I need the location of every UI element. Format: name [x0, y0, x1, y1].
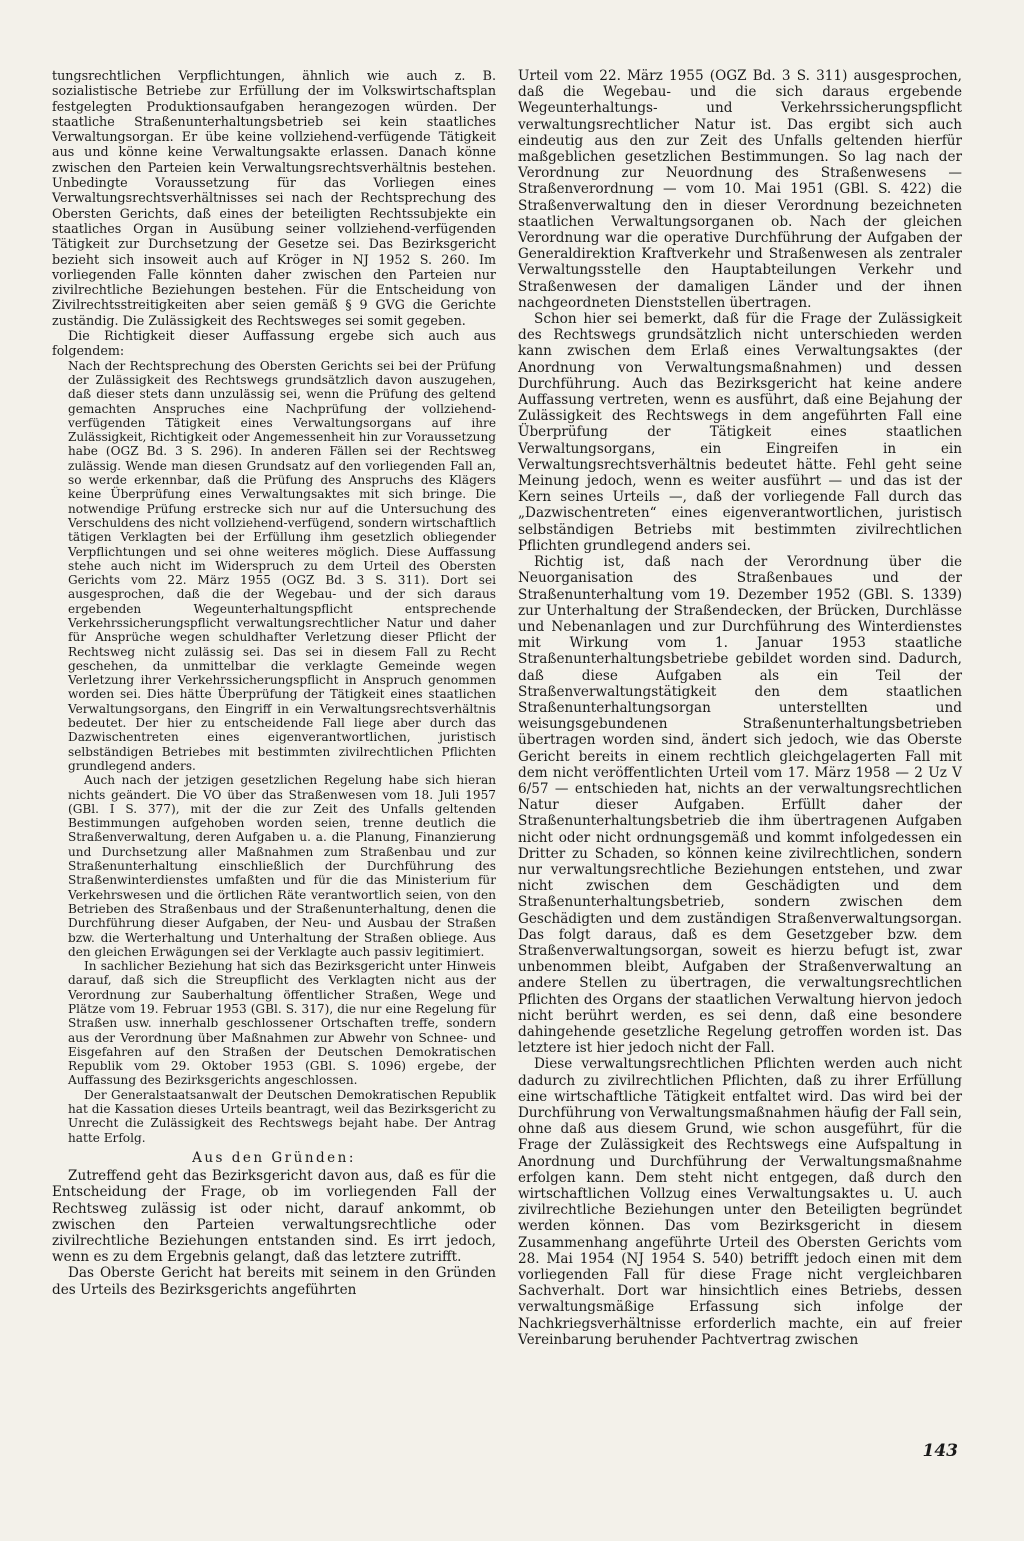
section-heading: Aus den Gründen:: [192, 1149, 356, 1166]
paragraph: Zutreffend geht das Bezirksgericht davon aus, daß es für die Entscheidung der Frage, ob im vorliegenden Fall der Rechtsweg zulässig ist oder nicht, darauf ankommt, ob zwischen den Parteien verwaltungsrechtliche oder zivilrechtliche Beziehungen entstanden sind. Es irrt jedoch, wenn es zu dem Ergebnis gelangt, daß das letztere zutrifft.: [52, 1168, 496, 1266]
paragraph: Das Oberste Gericht hat bereits mit seinem in den Gründen des Urteils des Bezirksgerichts angeführten: [52, 1265, 496, 1298]
paragraph: Diese verwaltungsrechtlichen Pflichten werden auch nicht dadurch zu zivilrechtlichen Pflichten, daß zu ihrer Erfüllung eine wirtschaftliche Tätigkeit entfaltet wird. Das wird bei der Durchführung von Verwaltungsmaßnahmen häufig der Fall sein, ohne daß aus diesem Grund, wie schon ausgeführt, für die Frage der Zulässigkeit des Rechtswegs eine Aufspaltung in Anordnung und Durchführung der Verwaltungsmaßnahme erfolgen kann. Dem steht nicht entgegen, daß durch den wirtschaftlichen Vollzug eines Verwaltungsaktes u. U. auch zivilrechtliche Beziehungen unter den Beteiligten begründet werden können. Das vom Bezirksgericht in diesem Zusammenhang angeführte Urteil des Obersten Gerichts vom 28. Mai 1954 (NJ 1954 S. 540) betrifft jedoch einen mit dem vorliegenden Fall für diese Frage nicht vergleichbaren Sachverhalt. Dort war hinsichtlich eines Betriebs, dessen verwaltungsmäßige Erfassung sich infolge der Nachkriegsverhältnisse erforderlich machte, ein auf freier Vereinbarung beruhender Pachtvertrag zwischen: [518, 1056, 962, 1348]
paragraph: Die Richtigkeit dieser Auffassung ergebe sich auch aus folgendem:: [52, 328, 496, 359]
paragraph: tungsrechtlichen Verpflichtungen, ähnlich wie auch z. B. sozialistische Betriebe zur Erfüllung der im Volkswirtschaftsplan festgelegten Produktionsaufgaben herangezogen würden. Der staatliche Straßenunterhaltungsbetrieb sei kein staatliches Verwaltungsorgan. Er übe keine vollziehend-verfügende Tätigkeit aus und könne keine Verwaltungsakte erlassen. Danach könne zwischen den Parteien kein Verwaltungsrechtsverhältnis bestehen. Unbedingte Voraussetzung für das Vorliegen eines Verwaltungsrechtsverhältnisses sei nach der Rechtsprechung des Obersten Gerichts, daß eines der beteiligten Rechtssubjekte ein staatliches Organ in Ausübung seiner vollziehend-verfügenden Tätigkeit zur Durchsetzung der Gesetze sei. Das Bezirksgericht bezieht sich insoweit auch auf Kröger in NJ 1952 S. 260. Im vorliegenden Falle könnten daher zwischen den Parteien nur zivilrechtliche Beziehungen bestehen. Für die Entscheidung von Zivilrechtsstreitigkeiten aber seien gemäß § 9 GVG die Gerichte zuständig. Die Zulässigkeit des Rechtsweges sei somit gegeben.: [52, 68, 496, 328]
document-page: [52, 68, 972, 1508]
paragraph: Nach der Rechtsprechung des Obersten Gerichts sei bei der Prüfung der Zulässigkeit des Rechtswegs grundsätzlich davon auszugehen, daß dieser stets dann unzulässig sei, wenn die Prüfung des geltend gemachten Anspruches eine Nachprüfung der vollziehend-verfügenden Tätigkeit eines Verwaltungsorgans auf ihre Zulässigkeit, Richtigkeit oder Angemessenheit hin zur Voraussetzung habe (OGZ Bd. 3 S. 296). In anderen Fällen sei der Rechtsweg zulässig. Wende man diesen Grundsatz auf den vorliegenden Fall an, so werde erkennbar, daß die Prüfung des Anspruchs des Klägers keine Überprüfung eines Verwaltungsaktes mit sich bringe. Die notwendige Prüfung erstrecke sich nur auf die Untersuchung des Verschuldens des nicht vollziehend-verfügend, sondern wirtschaftlich tätigen Verklagten bei der Erfüllung ihm gesetzlich obliegender Verpflichtungen und sei ohne weiteres möglich. Diese Auffassung stehe auch nicht im Widerspruch zu dem Urteil des Obersten Gerichts vom 22. März 1955 (OGZ Bd. 3 S. 311). Dort sei ausgesprochen, daß die der Wegebau- und der sich daraus ergebenden Wegeunterhaltungspflicht entsprechende Verkehrssicherungspflicht verwaltungsrechtlicher Natur und daher für Ansprüche wegen schuldhafter Verletzung dieser Pflicht der Rechtsweg nicht zulässig sei. Das sei in diesem Fall zu Recht geschehen, da unmittelbar die verklagte Gemeinde wegen Verletzung ihrer Verkehrssicherungspflicht in Anspruch genommen worden sei. Dies hätte Überprüfung der Tätigkeit eines staatlichen Verwaltungsorgans, den Eingriff in ein Verwaltungsrechtsverhältnis bedeutet. Der hier zu entscheidende Fall liege aber durch das Dazwischentreten eines eigenverantwortlichen, juristisch selbständigen Betriebes mit bestimmten zivilrechtlichen Pflichten grundlegend anders.: [68, 358, 496, 773]
paragraph: In sachlicher Beziehung hat sich das Bezirksgericht unter Hinweis darauf, daß sich die Streupflicht des Verklagten nicht aus der Verordnung zur Sauberhaltung öffentlicher Straßen, Wege und Plätze vom 19. Februar 1953 (GBl. S. 317), die nur eine Regelung für Straßen usw. innerhalb geschlossener Ortschaften treffe, sondern aus der Verordnung über Maßnahmen zur Abwehr von Schnee- und Eisgefahren auf den Straßen der Deutschen Demokratischen Republik vom 29. Oktober 1953 (GBl. S. 1096) ergebe, der Auffassung des Bezirksgerichts angeschlossen.: [68, 959, 496, 1088]
paragraph: Der Generalstaatsanwalt der Deutschen Demokratischen Republik hat die Kassation dieses Urteils beantragt, weil das Bezirksgericht zu Unrecht die Zulässigkeit des Rechtswegs bejaht habe. Der Antrag hatte Erfolg.: [68, 1087, 496, 1145]
paragraph: Urteil vom 22. März 1955 (OGZ Bd. 3 S. 311) ausgesprochen, daß die Wegebau- und die sich daraus ergebende Wegeunterhaltungs- und Verkehrssicherungspflicht verwaltungsrechtlicher Natur ist. Das ergibt sich auch eindeutig aus den zur Zeit des Unfalls geltenden hierfür maßgeblichen gesetzlichen Bestimmungen. So lag nach der Verordnung zur Neuordnung des Straßenwesens — Straßenverordnung — vom 10. Mai 1951 (GBl. S. 422) die Straßenverwaltung den in dieser Verordnung bezeichneten staatlichen Verwaltungsorganen ob. Nach der gleichen Verordnung war die operative Durchführung der Aufgaben der Generaldirektion Kraftverkehr und Straßenwesen als zentraler Verwaltungsstelle den Hauptabteilungen Verkehr und Straßenwesen der damaligen Länder und der ihnen nachgeordneten Dienststellen übertragen.: [518, 68, 962, 311]
paragraph: Schon hier sei bemerkt, daß für die Frage der Zulässigkeit des Rechtswegs grundsätzlich nicht unterschieden werden kann zwischen dem Erlaß eines Verwaltungsaktes (der Anordnung von Verwaltungsmaßnahmen) und dessen Durchführung. Auch das Bezirksgericht hat keine andere Auffassung vertreten, wenn es ausführt, daß eine Bejahung der Zulässigkeit des Rechtswegs in dem angeführten Fall eine Überprüfung der Tätigkeit eines staatlichen Verwaltungsorgans, ein Eingreifen in ein Verwaltungsrechtsverhältnis bedeutet hätte. Fehl geht seine Meinung jedoch, wenn es weiter ausführt — und das ist der Kern seines Urteils —, daß der vorliegende Fall durch das „Dazwischentreten“ eines eigenverantwortlichen, juristisch selbständigen Betriebs mit bestimmten zivilrechtlichen Pflichten grundlegend anders sei.: [518, 311, 962, 554]
paragraph: Auch nach der jetzigen gesetzlichen Regelung habe sich hieran nichts geändert. Die VO über das Straßenwesen vom 18. Juli 1957 (GBl. I S. 377), mit der die zur Zeit des Unfalls geltenden Bestimmungen aufgehoben worden seien, trenne deutlich die Straßenverwaltung, deren Aufgaben u. a. die Planung, Finanzierung und Durchsetzung aller Maßnahmen zum Straßenbau und zur Straßenunterhaltung einschließlich der Durchführung des Straßenwinterdienstes umfaßten und für die das Ministerium für Verkehrswesen und die örtlichen Räte verantwortlich seien, von den Betrieben des Straßenbaus und der Straßenunterhaltung, denen die Durchführung dieser Aufgaben, der Neu- und Ausbau der Straßen bzw. die Werterhaltung und Unterhaltung der Straßen obliege. Aus den gleichen Erwägungen sei der Verklagte auch passiv legitimiert.: [68, 773, 496, 959]
left-column: [52, 68, 496, 1298]
right-column: [518, 68, 962, 1348]
page-number: 143: [922, 1441, 958, 1461]
paragraph: Richtig ist, daß nach der Verordnung über die Neuorganisation des Straßenbaues und der Straßenunterhaltung vom 19. Dezember 1952 (GBl. S. 1339) zur Unterhaltung der Straßendecken, der Brücken, Durchlässe und Nebenanlagen und zur Durchführung des Winterdienstes mit Wirkung vom 1. Januar 1953 staatliche Straßenunterhaltungsbetriebe gebildet worden sind. Dadurch, daß diese Aufgaben als ein Teil der Straßenverwaltungstätigkeit den dem staatlichen Straßenunterhaltungsorgan unterstellten und weisungsgebundenen Straßenunterhaltungsbetrieben übertragen worden sind, ändert sich jedoch, wie das Oberste Gericht bereits in einem rechtlich gleichgelagerten Fall mit dem nicht veröffentlichten Urteil vom 17. März 1958 — 2 Uz V 6/57 — entschieden hat, nichts an der verwaltungsrechtlichen Natur dieser Aufgaben. Erfüllt daher der Straßenunterhaltungsbetrieb die ihm übertragenen Aufgaben nicht oder nicht ordnungsgemäß und kommt infolgedessen ein Dritter zu Schaden, so können keine zivilrechtlichen, sondern nur verwaltungsrechtliche Beziehungen entstehen, und zwar nicht zwischen dem Geschädigten und dem Straßenunterhaltungsbetrieb, sondern zwischen dem Geschädigten und dem zuständigen Straßenverwaltungsorgan. Das folgt daraus, daß es dem Gesetzgeber bzw. dem Straßenverwaltungsorgan, soweit es hierzu befugt ist, zwar unbenommen bleibt, Aufgaben der Straßenverwaltung an andere Stellen zu übertragen, die verwaltungsrechtlichen Pflichten des Organs der staatlichen Verwaltung hiervon jedoch nicht berührt werden, es sei denn, daß eine besondere dahingehende gesetzliche Regelung getroffen worden ist. Das letztere ist hier jedoch nicht der Fall.: [518, 554, 962, 1057]
